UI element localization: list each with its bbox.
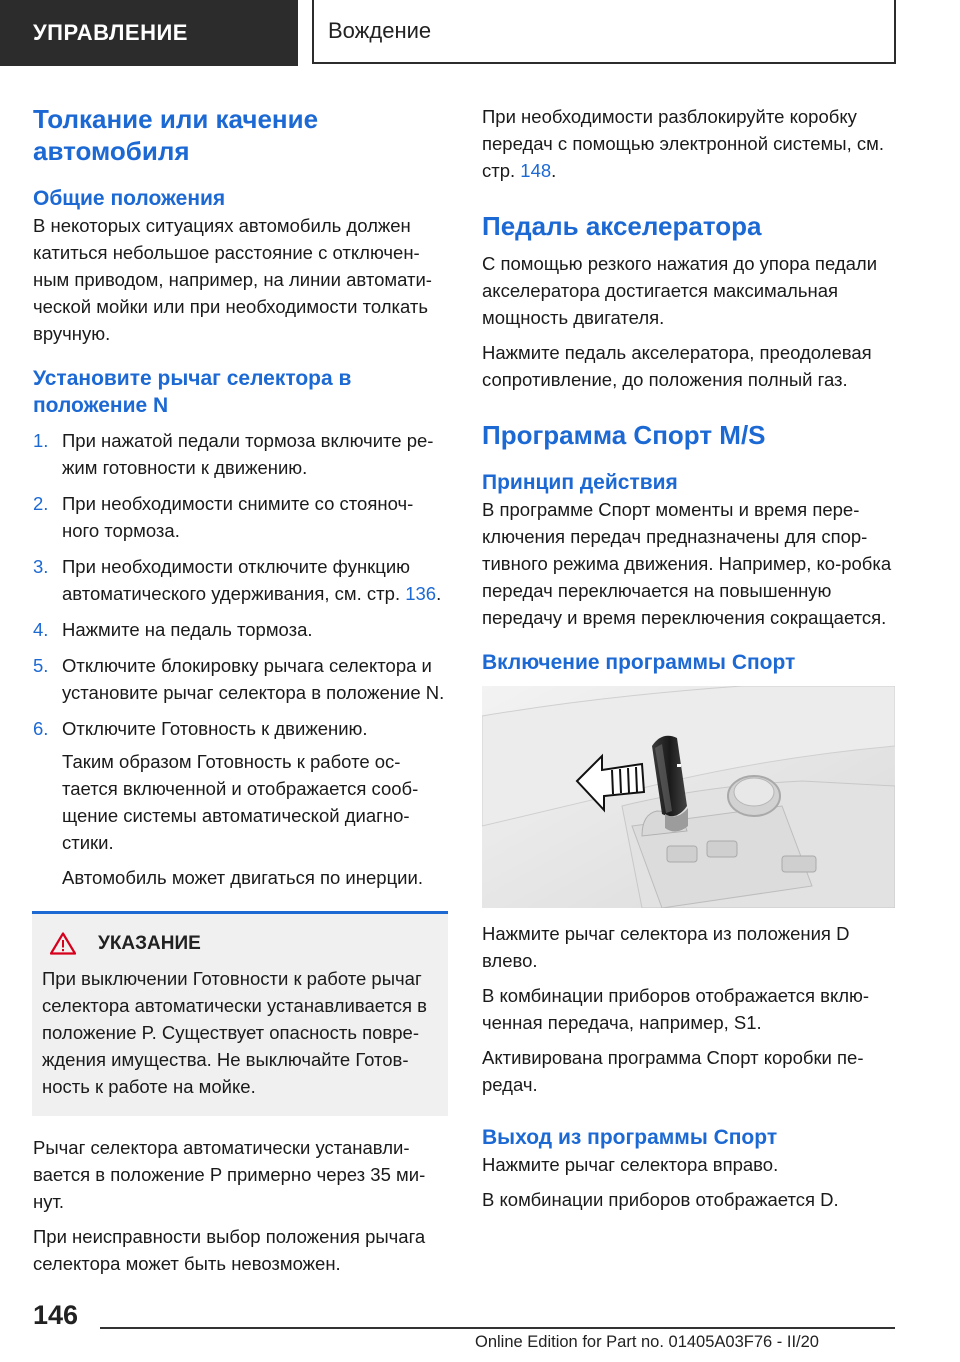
warning-title: УКАЗАНИЕ <box>98 932 201 954</box>
general-text: В некоторых ситуациях автомобиль должен катиться небольшое расстояние с отключен-ным приводом, например, на линии автомати-ческой мойки или при необходимости толкать вручную. <box>33 215 432 344</box>
step-number: 6. <box>33 718 49 739</box>
step6-extra-1: Таким образом Готовность к работе ос-тается включенной и отображается сооб-щение системы автоматической диагно-стики. <box>62 751 419 853</box>
step-number: 1. <box>33 430 49 451</box>
section-tab: УПРАВЛЕНИЕ <box>0 0 298 66</box>
step-number: 5. <box>33 655 49 676</box>
edition-text: Online Edition for Part no. 01405A03F76 - II/20 <box>475 1333 819 1351</box>
step6-extra-2: Автомобиль может двигаться по инерции. <box>62 867 423 888</box>
selector-heading: Установите рычаг селектора в положение N <box>33 367 352 417</box>
gear-selector-photo <box>482 686 895 908</box>
step-number: 3. <box>33 556 49 577</box>
right-column <box>482 103 897 1213</box>
warning-box <box>32 911 448 1116</box>
page-link[interactable]: 136 <box>405 583 437 604</box>
step-text: Нажмите на педаль тормоза. <box>62 619 313 640</box>
principle-text: В программе Спорт моменты и время пере-ключения передач предназначены для спор-тивного режима движения. Например, ко-робка передач переключается на повышенную передачу и время переключения сокращается. <box>482 499 892 628</box>
list-item <box>33 652 448 706</box>
page-link[interactable]: 148 <box>520 160 552 181</box>
list-item <box>33 490 448 544</box>
step-number: 4. <box>33 619 49 640</box>
page-title: Толкание или качение автомобиля <box>33 104 319 166</box>
principle-heading: Принцип действия <box>482 471 678 494</box>
chapter-tab: Вождение <box>312 0 896 64</box>
step-text: При необходимости снимите со стояноч-ного тормоза. <box>62 493 414 541</box>
step-text: Отключите Готовность к движению. <box>62 718 368 739</box>
accel-text-1: С помощью резкого нажатия до упора педали акселератора достигается максимальная мощность двигателя. <box>482 253 878 328</box>
warning-triangle-icon <box>50 932 76 955</box>
general-heading: Общие положения <box>33 187 226 210</box>
list-item <box>33 553 448 607</box>
step-number: 2. <box>33 493 49 514</box>
step-text: При нажатой педали тормоза включите ре-жим готовности к движению. <box>62 430 434 478</box>
accel-heading: Педаль акселератора <box>482 211 762 241</box>
page-number: 146 <box>33 1300 79 1330</box>
footer-divider <box>100 1327 895 1329</box>
list-item <box>33 715 448 742</box>
step-text-after: . <box>436 583 442 604</box>
exit-text-1: Нажмите рычаг селектора вправо. <box>482 1154 779 1175</box>
step-text: Отключите блокировку рычага селектора и установите рычаг селектора в положение N. <box>62 655 445 703</box>
enable-text-3: Активирована программа Спорт коробки пе-редач. <box>482 1047 864 1095</box>
step-text: При необходимости отключите функцию автоматического удерживания, см. стр. <box>62 556 411 604</box>
accel-text-2: Нажмите педаль акселератора, преодолевая сопротивление, до положения полный газ. <box>482 342 872 390</box>
left-column <box>33 103 448 1277</box>
enable-text-1: Нажмите рычаг селектора из положения D влево. <box>482 923 850 971</box>
after-warning-text-1: Рычаг селектора автоматически устанавли-вается в положение P примерно через 35 ми-нут. <box>33 1137 426 1212</box>
after-warning-text-2: При неисправности выбор положения рычага селектора может быть невозможен. <box>33 1226 426 1274</box>
list-item <box>33 427 448 481</box>
warning-text: При выключении Готовности к работе рычаг селектора автоматически устанавливается в положение P. Существует опасность повре-ждения имущества. Не выключайте Готов-ность к работе на мойке. <box>42 968 427 1097</box>
exit-text-2: В комбинации приборов отображается D. <box>482 1189 839 1210</box>
exit-heading: Выход из программы Спорт <box>482 1126 778 1149</box>
page-header <box>0 0 960 66</box>
intro-text: При необходимости разблокируйте коробку передач с помощью электронной системы, см. стр. 148. <box>482 106 884 181</box>
steps-list <box>33 427 448 742</box>
list-item <box>33 616 448 643</box>
enable-heading: Включение программы Спорт <box>482 651 796 674</box>
warning-header <box>42 932 436 955</box>
enable-text-2: В комбинации приборов отображается вклю-ченная передача, например, S1. <box>482 985 870 1033</box>
sport-heading: Программа Спорт M/S <box>482 420 766 450</box>
